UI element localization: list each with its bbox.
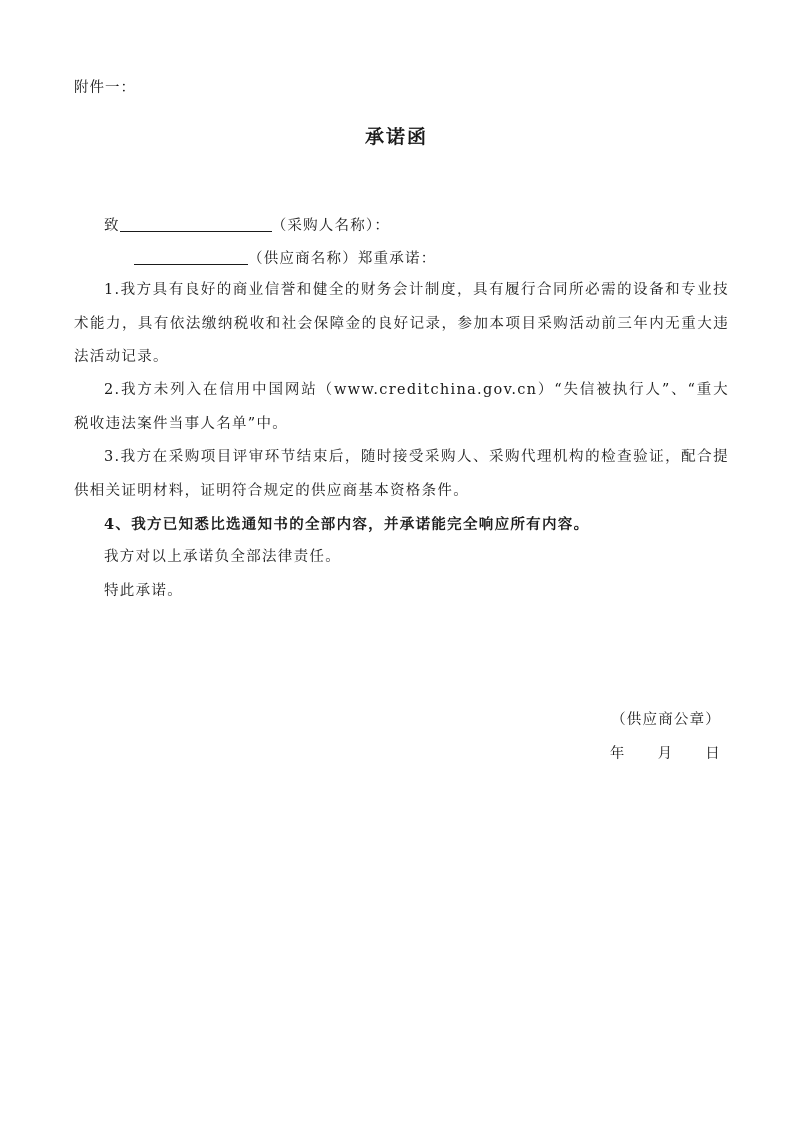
- date-year: 年: [609, 746, 626, 762]
- signature-date: [610, 742, 721, 763]
- addressee-prefix: 致: [104, 218, 120, 234]
- commitment-paragraph-2: 2.我方未列入在信用中国网站（www.creditchina.gov.cn）“失信被执行人”、“重大税收违法案件当事人名单”中。: [74, 382, 729, 432]
- commitment-paragraph-3: 3.我方在采购项目评审环节结束后，随时接受采购人、采购代理机构的检查验证，配合提供相关证明材料，证明符合规定的供应商基本资格条件。: [74, 449, 729, 499]
- date-month: 月: [657, 746, 674, 762]
- supplier-suffix: （供应商名称）郑重承诺：: [248, 251, 437, 267]
- supplier-line: [134, 247, 436, 268]
- addressee-suffix: （采购人名称）：: [271, 218, 391, 234]
- addressee-line: [104, 214, 390, 235]
- liability-statement: 我方对以上承诺负全部法律责任。: [104, 549, 341, 565]
- supplier-name-blank[interactable]: [134, 250, 248, 265]
- document-title: 承诺函: [364, 126, 428, 148]
- purchaser-name-blank[interactable]: [120, 217, 272, 232]
- attachment-label: 附件一：: [74, 80, 136, 96]
- commitment-paragraph-1: 1.我方具有良好的商业信誉和健全的财务会计制度，具有履行合同所必需的设备和专业技术能力，具有依法缴纳税收和社会保障金的良好记录，参加本项目采购活动前三年内无重大违法活动记录。: [74, 282, 729, 365]
- supplier-seal-label: （供应商公章）: [611, 712, 721, 728]
- closing-statement: 特此承诺。: [104, 583, 183, 599]
- commitment-paragraph-4: 4、我方已知悉比选通知书的全部内容，并承诺能完全响应所有内容。: [104, 516, 590, 533]
- date-day: 日: [705, 746, 721, 762]
